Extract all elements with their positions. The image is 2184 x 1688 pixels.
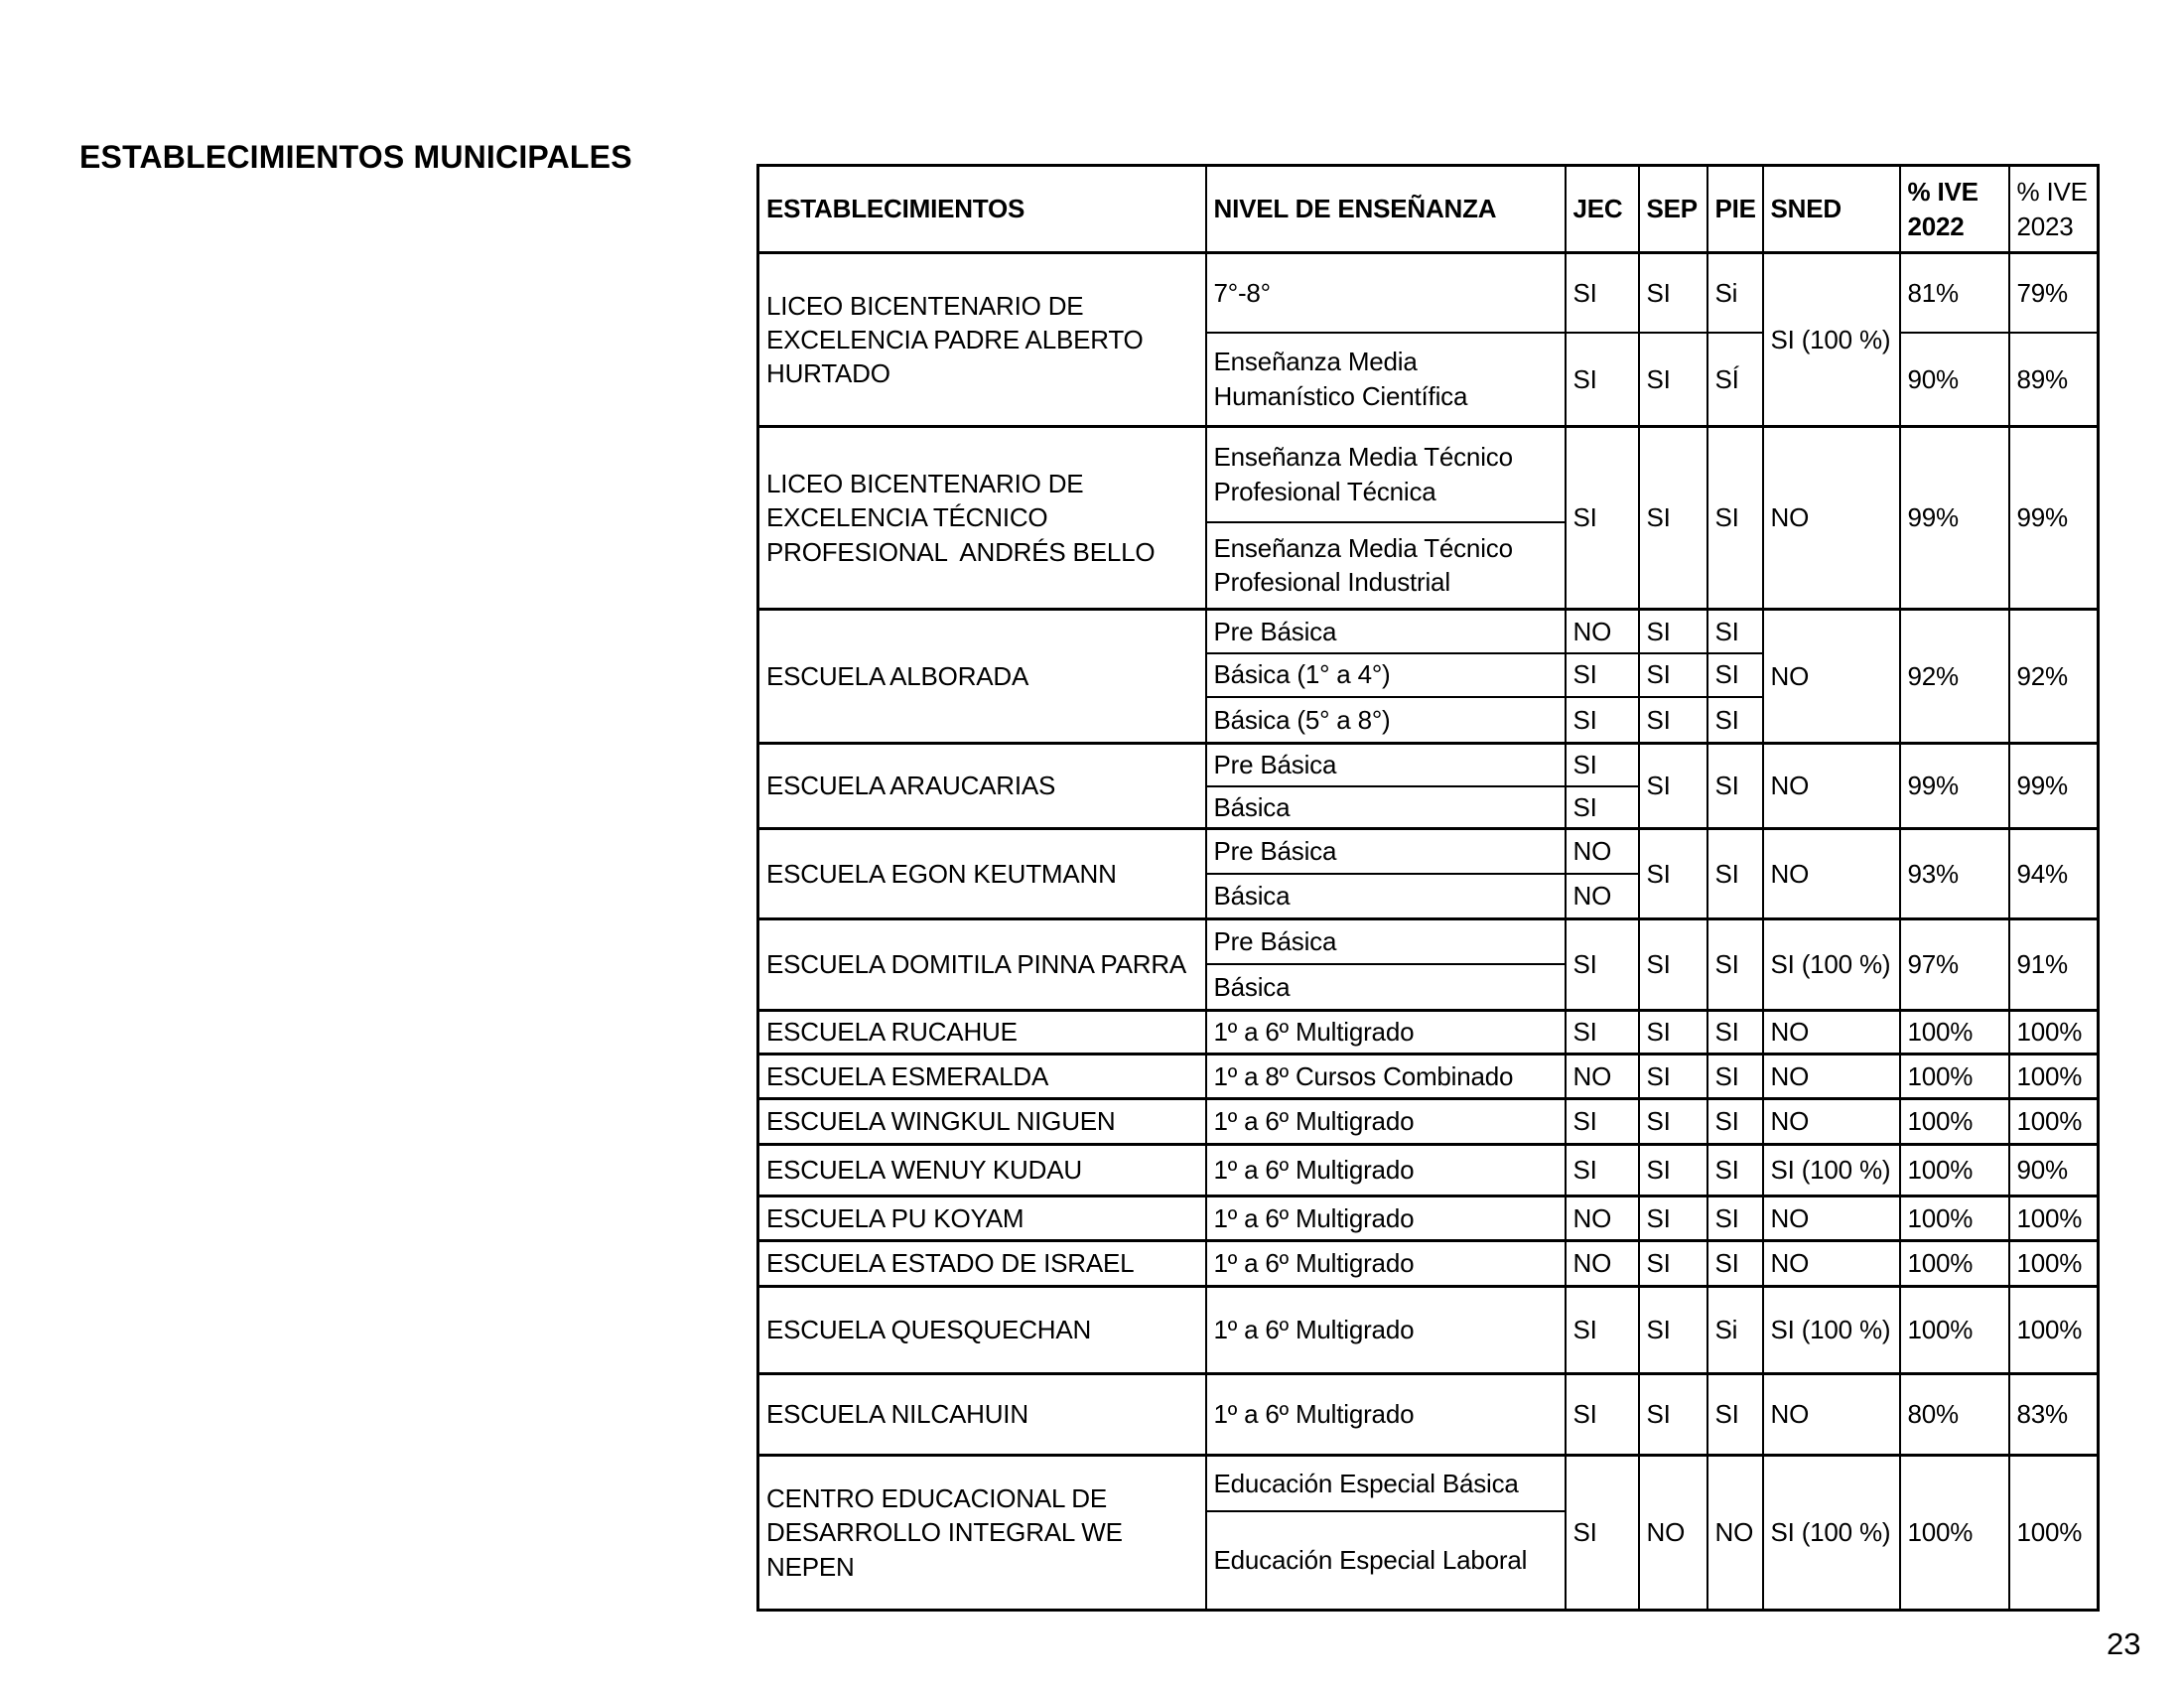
sep-cell: SI: [1639, 1145, 1707, 1196]
pie-cell: NO: [1707, 1456, 1763, 1611]
nivel-cell: Básica (1° a 4°): [1206, 653, 1566, 697]
nivel-cell: 1º a 6º Multigrado: [1206, 1011, 1566, 1055]
sned-cell: NO: [1763, 1099, 1900, 1145]
pie-cell: SI: [1707, 1145, 1763, 1196]
pie-cell: SI: [1707, 829, 1763, 919]
ive-2022-cell: 100%: [1900, 1011, 2009, 1055]
ive-2023-cell: 100%: [2009, 1011, 2099, 1055]
nivel-cell: Pre Básica: [1206, 829, 1566, 874]
school-name-cell: ESCUELA QUESQUECHAN: [758, 1287, 1206, 1374]
nivel-cell: 1º a 6º Multigrado: [1206, 1145, 1566, 1196]
nivel-cell: Pre Básica: [1206, 744, 1566, 786]
school-name-cell: ESCUELA WINGKUL NIGUEN: [758, 1099, 1206, 1145]
sned-cell: NO: [1763, 744, 1900, 829]
nivel-cell: 1º a 8º Cursos Combinado: [1206, 1055, 1566, 1099]
ive-2023-cell: 100%: [2009, 1456, 2099, 1611]
ive-2022-cell: 92%: [1900, 610, 2009, 744]
school-name-cell: LICEO BICENTENARIO DE EXCELENCIA PADRE ALBERTO HURTADO: [758, 253, 1206, 427]
ive-2023-cell: 90%: [2009, 1145, 2099, 1196]
ive-2022-cell: 100%: [1900, 1145, 2009, 1196]
table-row: [758, 1374, 2099, 1456]
ive-2022-cell: 100%: [1900, 1196, 2009, 1241]
ive-2022-cell: 93%: [1900, 829, 2009, 919]
sned-cell: SI (100 %): [1763, 253, 1900, 427]
nivel-cell: Enseñanza Media Técnico Profesional Técnica: [1206, 427, 1566, 522]
sned-cell: NO: [1763, 610, 1900, 744]
ive-2022-cell: 99%: [1900, 427, 2009, 610]
sep-cell: SI: [1639, 333, 1707, 427]
sned-cell: NO: [1763, 1241, 1900, 1287]
jec-cell: SI: [1566, 744, 1639, 786]
sep-cell: SI: [1639, 1099, 1707, 1145]
sned-cell: SI (100 %): [1763, 1145, 1900, 1196]
pie-cell: SI: [1707, 744, 1763, 829]
table-row: [758, 1011, 2099, 1055]
pie-cell: SI: [1707, 610, 1763, 653]
jec-cell: SI: [1566, 919, 1639, 1011]
ive-2023-cell: 99%: [2009, 427, 2099, 610]
ive-2023-cell: 100%: [2009, 1099, 2099, 1145]
nivel-cell: Enseñanza Media Humanístico Científica: [1206, 333, 1566, 427]
col-header-ive-2023: % IVE 2023: [2009, 166, 2099, 253]
table-row: [758, 1287, 2099, 1374]
school-name-cell: LICEO BICENTENARIO DE EXCELENCIA TÉCNICO PROFESIONAL ANDRÉS BELLO: [758, 427, 1206, 610]
jec-cell: SI: [1566, 1287, 1639, 1374]
school-name-cell: ESCUELA DOMITILA PINNA PARRA: [758, 919, 1206, 1011]
jec-cell: SI: [1566, 1099, 1639, 1145]
col-header-sned: SNED: [1763, 166, 1900, 253]
jec-cell: SI: [1566, 653, 1639, 697]
ive-2022-cell: 81%: [1900, 253, 2009, 333]
table-row: [758, 1456, 2099, 1511]
sep-cell: SI: [1639, 1196, 1707, 1241]
pie-cell: SÍ: [1707, 333, 1763, 427]
table-row: [758, 1241, 2099, 1287]
ive-2022-cell: 99%: [1900, 744, 2009, 829]
jec-cell: NO: [1566, 1241, 1639, 1287]
nivel-cell: Enseñanza Media Técnico Profesional Industrial: [1206, 522, 1566, 610]
pie-cell: SI: [1707, 1099, 1763, 1145]
nivel-cell: 1º a 6º Multigrado: [1206, 1374, 1566, 1456]
pie-cell: SI: [1707, 1196, 1763, 1241]
ive-2023-cell: 100%: [2009, 1196, 2099, 1241]
table-row: [758, 1099, 2099, 1145]
sned-cell: SI (100 %): [1763, 1287, 1900, 1374]
sned-cell: NO: [1763, 1011, 1900, 1055]
sep-cell: SI: [1639, 1241, 1707, 1287]
nivel-cell: Pre Básica: [1206, 919, 1566, 964]
pie-cell: SI: [1707, 697, 1763, 744]
sep-cell: SI: [1639, 427, 1707, 610]
table-row: [758, 919, 2099, 964]
establecimientos-table: [756, 164, 2100, 1612]
jec-cell: SI: [1566, 333, 1639, 427]
jec-cell: SI: [1566, 786, 1639, 829]
ive-2022-cell: 100%: [1900, 1456, 2009, 1611]
col-header-sep: SEP: [1639, 166, 1707, 253]
jec-cell: NO: [1566, 1055, 1639, 1099]
jec-cell: NO: [1566, 610, 1639, 653]
sep-cell: SI: [1639, 610, 1707, 653]
sep-cell: SI: [1639, 1055, 1707, 1099]
pie-cell: SI: [1707, 919, 1763, 1011]
table-header-row: [758, 166, 2099, 253]
pie-cell: SI: [1707, 1374, 1763, 1456]
table-row: [758, 610, 2099, 653]
jec-cell: SI: [1566, 1374, 1639, 1456]
pie-cell: Si: [1707, 253, 1763, 333]
table-row: [758, 829, 2099, 874]
school-name-cell: ESCUELA ESTADO DE ISRAEL: [758, 1241, 1206, 1287]
school-name-cell: ESCUELA ALBORADA: [758, 610, 1206, 744]
nivel-cell: Básica: [1206, 786, 1566, 829]
pie-cell: SI: [1707, 1011, 1763, 1055]
pie-cell: SI: [1707, 1241, 1763, 1287]
ive-2022-cell: 100%: [1900, 1287, 2009, 1374]
col-header-pie: PIE: [1707, 166, 1763, 253]
sep-cell: SI: [1639, 829, 1707, 919]
nivel-cell: Educación Especial Básica: [1206, 1456, 1566, 1511]
page-number: 23: [2107, 1626, 2141, 1661]
col-header-ive-2022: % IVE 2022: [1900, 166, 2009, 253]
ive-2022-cell: 90%: [1900, 333, 2009, 427]
ive-2023-cell: 99%: [2009, 744, 2099, 829]
table-row: [758, 253, 2099, 333]
nivel-cell: Básica: [1206, 964, 1566, 1011]
nivel-cell: 1º a 6º Multigrado: [1206, 1196, 1566, 1241]
nivel-cell: Pre Básica: [1206, 610, 1566, 653]
sep-cell: SI: [1639, 1011, 1707, 1055]
school-name-cell: ESCUELA ARAUCARIAS: [758, 744, 1206, 829]
table-row: [758, 1055, 2099, 1099]
table-row: [758, 1145, 2099, 1196]
jec-cell: NO: [1566, 1196, 1639, 1241]
ive-2023-cell: 100%: [2009, 1287, 2099, 1374]
ive-2023-cell: 89%: [2009, 333, 2099, 427]
jec-cell: NO: [1566, 874, 1639, 919]
page-title: ESTABLECIMIENTOS MUNICIPALES: [79, 139, 632, 175]
ive-2022-cell: 100%: [1900, 1099, 2009, 1145]
pie-cell: Si: [1707, 1287, 1763, 1374]
jec-cell: SI: [1566, 1145, 1639, 1196]
nivel-cell: Básica: [1206, 874, 1566, 919]
jec-cell: SI: [1566, 427, 1639, 610]
school-name-cell: ESCUELA WENUY KUDAU: [758, 1145, 1206, 1196]
ive-2022-cell: 80%: [1900, 1374, 2009, 1456]
sep-cell: NO: [1639, 1456, 1707, 1611]
school-name-cell: ESCUELA RUCAHUE: [758, 1011, 1206, 1055]
jec-cell: SI: [1566, 1456, 1639, 1611]
nivel-cell: 7°-8°: [1206, 253, 1566, 333]
school-name-cell: CENTRO EDUCACIONAL DE DESARROLLO INTEGRAL WE NEPEN: [758, 1456, 1206, 1611]
sep-cell: SI: [1639, 744, 1707, 829]
sep-cell: SI: [1639, 1287, 1707, 1374]
table-row: [758, 427, 2099, 522]
ive-2023-cell: 94%: [2009, 829, 2099, 919]
nivel-cell: Educación Especial Laboral: [1206, 1511, 1566, 1611]
sned-cell: SI (100 %): [1763, 1456, 1900, 1611]
ive-2023-cell: 91%: [2009, 919, 2099, 1011]
sep-cell: SI: [1639, 253, 1707, 333]
table-row: [758, 744, 2099, 786]
col-header-establecimientos: ESTABLECIMIENTOS: [758, 166, 1206, 253]
sep-cell: SI: [1639, 697, 1707, 744]
school-name-cell: ESCUELA ESMERALDA: [758, 1055, 1206, 1099]
col-header-nivel: NIVEL DE ENSEÑANZA: [1206, 166, 1566, 253]
ive-2022-cell: 100%: [1900, 1055, 2009, 1099]
school-name-cell: ESCUELA EGON KEUTMANN: [758, 829, 1206, 919]
sned-cell: NO: [1763, 1196, 1900, 1241]
school-name-cell: ESCUELA NILCAHUIN: [758, 1374, 1206, 1456]
jec-cell: NO: [1566, 829, 1639, 874]
jec-cell: SI: [1566, 253, 1639, 333]
school-name-cell: ESCUELA PU KOYAM: [758, 1196, 1206, 1241]
sned-cell: NO: [1763, 829, 1900, 919]
nivel-cell: Básica (5° a 8°): [1206, 697, 1566, 744]
nivel-cell: 1º a 6º Multigrado: [1206, 1241, 1566, 1287]
ive-2023-cell: 83%: [2009, 1374, 2099, 1456]
jec-cell: SI: [1566, 697, 1639, 744]
ive-2023-cell: 79%: [2009, 253, 2099, 333]
sned-cell: NO: [1763, 427, 1900, 610]
sep-cell: SI: [1639, 653, 1707, 697]
ive-2023-cell: 100%: [2009, 1055, 2099, 1099]
ive-2022-cell: 97%: [1900, 919, 2009, 1011]
sep-cell: SI: [1639, 919, 1707, 1011]
nivel-cell: 1º a 6º Multigrado: [1206, 1099, 1566, 1145]
nivel-cell: 1º a 6º Multigrado: [1206, 1287, 1566, 1374]
table-row: [758, 1196, 2099, 1241]
sned-cell: NO: [1763, 1055, 1900, 1099]
ive-2023-cell: 100%: [2009, 1241, 2099, 1287]
sep-cell: SI: [1639, 1374, 1707, 1456]
ive-2023-cell: 92%: [2009, 610, 2099, 744]
sned-cell: SI (100 %): [1763, 919, 1900, 1011]
pie-cell: SI: [1707, 1055, 1763, 1099]
jec-cell: SI: [1566, 1011, 1639, 1055]
pie-cell: SI: [1707, 653, 1763, 697]
pie-cell: SI: [1707, 427, 1763, 610]
sned-cell: NO: [1763, 1374, 1900, 1456]
col-header-jec: JEC: [1566, 166, 1639, 253]
ive-2022-cell: 100%: [1900, 1241, 2009, 1287]
